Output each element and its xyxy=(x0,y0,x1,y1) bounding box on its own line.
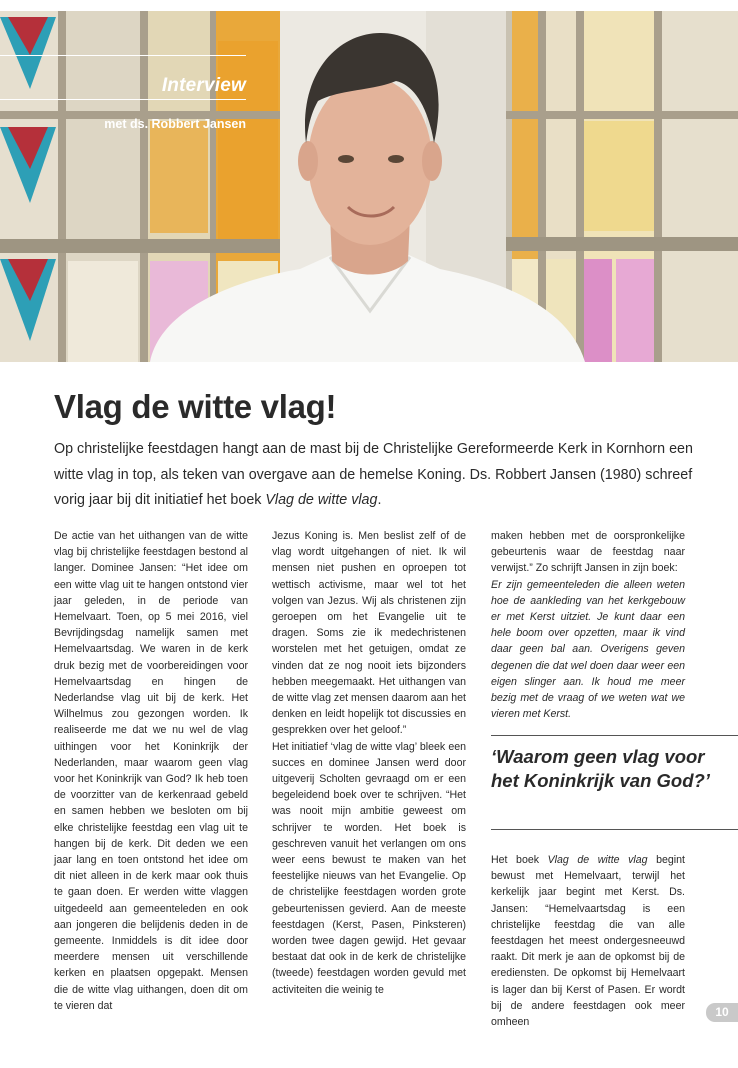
intro-end: . xyxy=(377,492,382,508)
body-paragraph: maken hebben met de oorspronkelijke gebeurtenis waar de feestdag naar verwijst.” Zo schrijft Jansen in zijn boek: xyxy=(491,530,685,575)
church-window-portrait-illustration xyxy=(0,11,738,362)
intro-text: Op christelijke feestdagen hangt aan de mast bij de Christelijke Gereformeerde Kerk in Kornhorn een witte vlag in top, als teken van overgave aan de hemelse Koning. Ds. Robbert Jansen (1980) schreef vorig jaar bij dit initiatief het boek xyxy=(54,441,693,508)
body-column-1 xyxy=(54,528,248,1014)
body-paragraph: Jezus Koning is. Men beslist zelf of de vlag wordt uitgehangen of niet. Ik wil mensen niet pushen en oproepen tot wettisch activisme, maar wel tot het volgen van Jezus. Wij als christenen zijn geroepen om het Evangelie uit te dragen. Soms zie ik medechristenen worstelen met het getuigen, omdat ze vinden dat ze nog nooit iets bijzonders hebben meegemaakt. Het uithangen van de witte vlag zet mensen daarom aan het denken en leidt hopelijk tot discussies en gesprekken over het geloof.” xyxy=(272,530,466,737)
section-kicker: Interview xyxy=(161,75,246,96)
kicker-bottom-rule xyxy=(0,99,246,100)
book-quote: Er zijn gemeenteleden die alleen weten hoe de aankleding van het kerkgebouw er met Kerst uitziet. Je kunt daar een hele boom over opzetten, maar ik vind daar geen bal aan. Overigens geven degenen die dat wel doen daar weer een eigen slinger aan. Ik houd me meer bezig met de vraag of we weten wat we vieren met Kerst. xyxy=(491,578,685,721)
article-intro xyxy=(54,437,694,514)
body-text: begint bewust met Hemelvaart, terwijl het kerkelijk jaar begint met Kerst. Ds. Jansen: “Hemelvaartsdag is een christelijke feestdag die van alle feestdagen het meest ondergesneeuwd raakt. Dit merk je aan de opkomst bij de erediensten. De opkomst bij Hemelvaart is lager dan bij Kerst of Pasen. Er wordt bij de andere feestdagen ook meer omheen xyxy=(491,854,685,1029)
body-column-3 xyxy=(491,528,685,722)
kicker-top-rule xyxy=(0,55,246,56)
pullquote-bottom-rule xyxy=(491,829,738,830)
intro-book-title: Vlag de witte vlag xyxy=(265,492,378,508)
body-column-2 xyxy=(272,528,466,998)
body-column-3-continued xyxy=(491,852,685,1030)
body-paragraph: Het initiatief ‘vlag de witte vlag’ bleek een succes en dominee Jansen werd door uitgeverij Scholten gevraagd om er een begeleidend boek over te schrijven. “Het was nooit mijn ambitie geweest om schrijver te worden. Het boek is geschreven vanuit het verlangen om ons weer eens bewust te maken van het feestelijke nieuws van het Evangelie. Op de christelijke feestdagen worden grote gebeurtenissen gevierd. Aan de meeste feestdagen (Kerst, Pasen, Pinksteren) worden twee dagen gewijd. Het gevaar bestaat dat ook in de kerk de christelijke (tweede) feestdagen worden gevuld met activiteiten die weinig te xyxy=(272,740,466,996)
section-subkicker: met ds. Robbert Jansen xyxy=(104,117,246,131)
body-text: Het boek xyxy=(491,854,548,866)
article-title: Vlag de witte vlag! xyxy=(54,388,337,425)
body-paragraph xyxy=(491,852,685,1030)
pullquote-top-rule xyxy=(491,735,738,736)
book-title: Vlag de witte vlag xyxy=(547,854,648,866)
header-photo xyxy=(0,11,738,362)
body-paragraph: De actie van het uithangen van de witte vlag bij christelijke feestdagen bestond al langer. Dominee Jansen: “Het idee om een witte vlag uit te hangen ontstond vier jaar geleden, in de periode van Hemelvaart. Toen, op 5 mei 2016, viel Bevrijdingsdag namelijk samen met Hemelvaartsdag. We waren in de kerk druk bezig met de voorbereidingen voor Hemelvaartsdag en hingen de Nederlandse vlag uit bij de kerk. Het Wilhelmus zou gezongen worden. Ik realiseerde me dat we nu wel de vlag uithingen voor het Koninkrijk der Nederlanden, maar waarom geen vlag voor het Koninkrijk van God? Ik heb toen de voorzitter van de kerkenraad gebeld en samen hebben we besloten om bij elke christelijke feestdag een vlag uit te hangen bij de kerk. Dit deden we een jaar lang en toen ontstond het idee om dit niet alleen in de kerk maar ook thuis te gaan doen. Er werden witte vlaggen uitgedeeld aan gemeenteleden en ook aan jongeren die belijdenis deden in de gemeente. Inmiddels is dit idee door meerdere mensen uit verschillende kerken en plaatsen opgepakt. Mensen die de witte vlag uithangen, doen dit om te vieren dat xyxy=(54,530,248,1012)
pullquote: ‘Waarom geen vlag voor het Koninkrijk van God?’ xyxy=(491,746,710,791)
page-number: 10 xyxy=(706,1003,738,1022)
